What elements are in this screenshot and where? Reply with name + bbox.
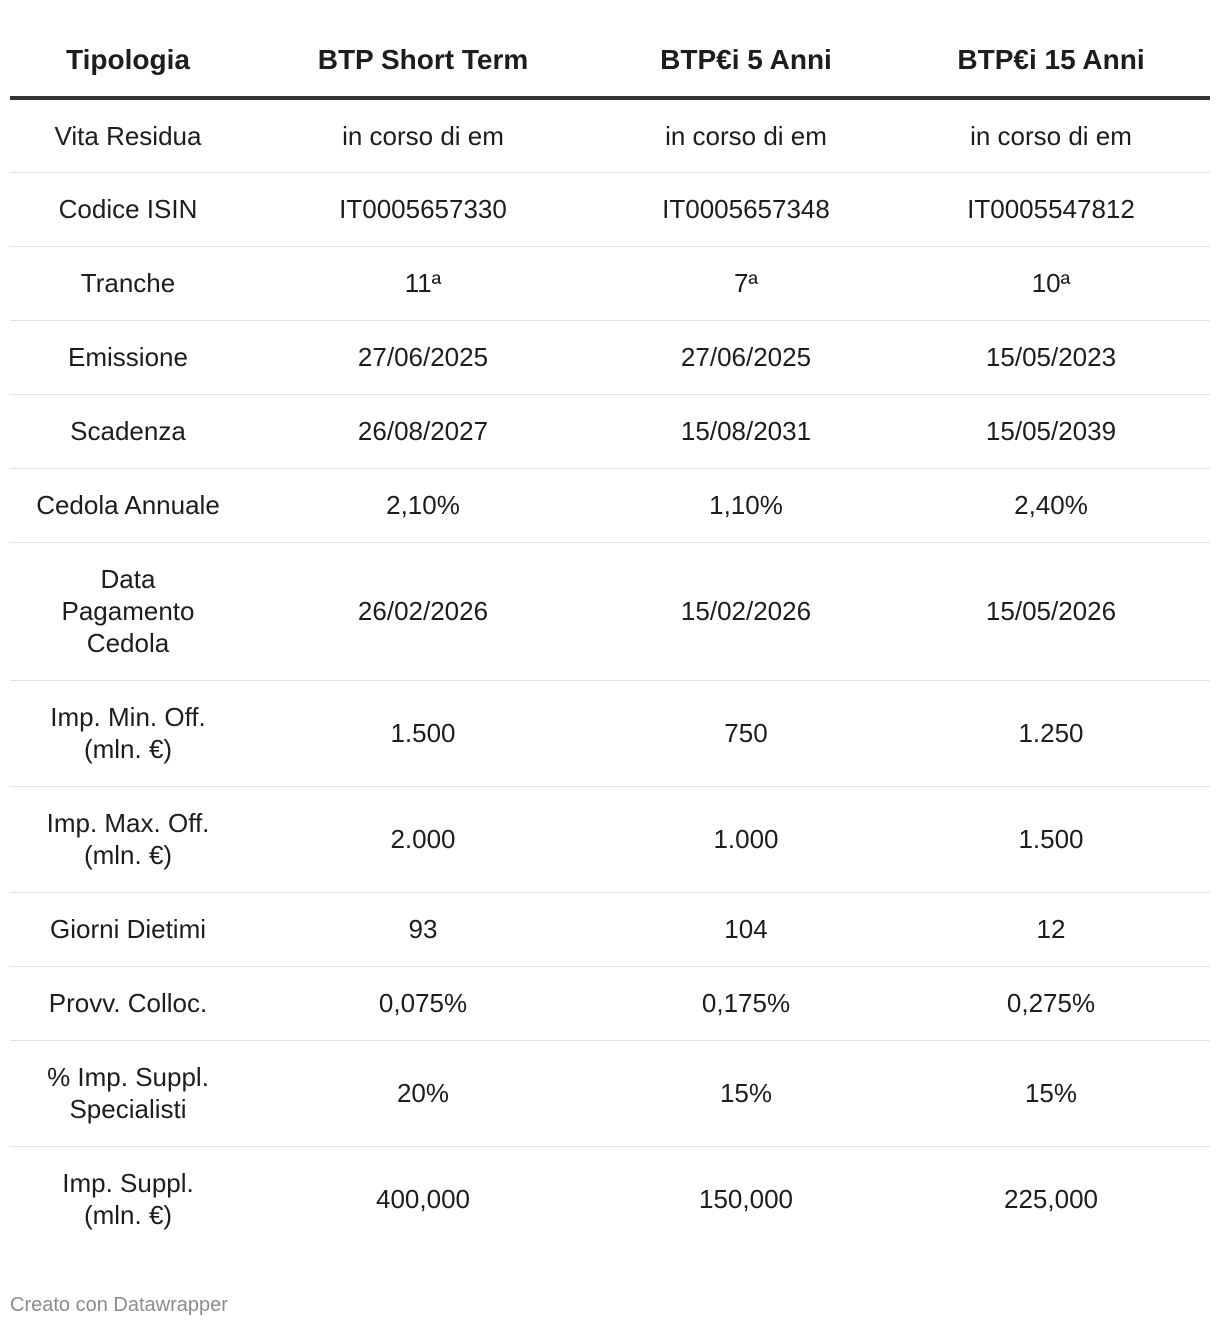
table-cell: 0,275% [892, 966, 1210, 1040]
table-cell: 15/08/2031 [600, 394, 892, 468]
table-cell: 11ª [246, 246, 600, 320]
table-cell: 104 [600, 892, 892, 966]
table-cell: 15/05/2023 [892, 320, 1210, 394]
table-row [10, 1146, 1210, 1252]
row-label: % Imp. Suppl. Specialisti [10, 1040, 246, 1146]
row-label: Giorni Dietimi [10, 892, 246, 966]
table-cell: 20% [246, 1040, 600, 1146]
table-row [10, 394, 1210, 468]
table-cell: 15% [892, 1040, 1210, 1146]
table-cell: 2.000 [246, 786, 600, 892]
table-row [10, 786, 1210, 892]
table-row [10, 98, 1210, 172]
table-cell: 10ª [892, 246, 1210, 320]
table-cell: 225,000 [1004, 1184, 1098, 1215]
table-row [10, 966, 1210, 1040]
table-cell: 0,175% [600, 966, 892, 1040]
table-header [10, 24, 1210, 98]
table-cell: 15/02/2026 [600, 542, 892, 680]
row-label: Data Pagamento Cedola [10, 542, 246, 680]
table-cell: 2,10% [246, 468, 600, 542]
table-cell: 1.250 [892, 680, 1210, 786]
table-cell: 12 [892, 892, 1210, 966]
row-label: Imp. Suppl. (mln. €) [62, 1168, 194, 1231]
header-btpei-5-anni[interactable]: BTP€i 5 Anni [600, 24, 892, 98]
table-body [10, 98, 1210, 1252]
row-label: Vita Residua [10, 98, 246, 172]
table-row [10, 172, 1210, 246]
header-btp-short-term[interactable]: BTP Short Term [246, 24, 600, 98]
table-row [10, 680, 1210, 786]
table-cell: 1.000 [600, 786, 892, 892]
row-label: Scadenza [10, 394, 246, 468]
table-cell: 26/08/2027 [246, 394, 600, 468]
table-row [10, 468, 1210, 542]
row-label: Provv. Colloc. [10, 966, 246, 1040]
table-cell: 7ª [600, 246, 892, 320]
table-row [10, 892, 1210, 966]
bond-auction-table [10, 24, 1210, 1252]
header-tipologia[interactable]: Tipologia [10, 24, 246, 98]
table-cell: IT0005547812 [892, 172, 1210, 246]
datawrapper-credit[interactable]: Creato con Datawrapper [10, 1294, 228, 1316]
table-cell: 0,075% [246, 966, 600, 1040]
table-cell: 26/02/2026 [246, 542, 600, 680]
table-row [10, 320, 1210, 394]
row-label: Imp. Max. Off. (mln. €) [10, 786, 246, 892]
table-cell: 15/05/2039 [892, 394, 1210, 468]
row-label: Emissione [10, 320, 246, 394]
table-cell: 27/06/2025 [600, 320, 892, 394]
table-cell: 93 [246, 892, 600, 966]
table-cell: in corso di em [600, 98, 892, 172]
table-row [10, 1040, 1210, 1146]
table-cell: 1.500 [892, 786, 1210, 892]
row-label: Codice ISIN [10, 172, 246, 246]
table-cell: 1,10% [600, 468, 892, 542]
table-cell: 750 [600, 680, 892, 786]
table-cell: 1.500 [246, 680, 600, 786]
header-row [10, 24, 1210, 98]
table-cell: in corso di em [246, 98, 600, 172]
table-cell: 2,40% [892, 468, 1210, 542]
table-cell: in corso di em [892, 98, 1210, 172]
header-btpei-15-anni[interactable]: BTP€i 15 Anni [892, 24, 1210, 98]
row-label: Imp. Min. Off. (mln. €) [10, 680, 246, 786]
table-row [10, 246, 1210, 320]
table-cell: 15/05/2026 [892, 542, 1210, 680]
table-cell: 27/06/2025 [246, 320, 600, 394]
table-cell: 150,000 [699, 1184, 793, 1215]
table-row [10, 542, 1210, 680]
row-label: Tranche [10, 246, 246, 320]
table-cell: 400,000 [376, 1184, 470, 1215]
row-label: Cedola Annuale [10, 468, 246, 542]
table-cell: IT0005657330 [246, 172, 600, 246]
table-cell: IT0005657348 [600, 172, 892, 246]
table-cell: 15% [600, 1040, 892, 1146]
